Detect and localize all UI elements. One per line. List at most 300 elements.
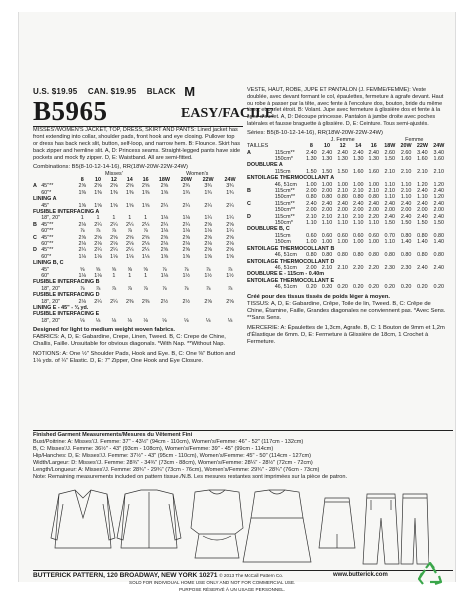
yardage-cell: 1	[96, 215, 100, 222]
fabric-width: 45"	[41, 266, 50, 273]
yardage-cell: 2¾	[182, 183, 191, 190]
yardage-cell: 2.40	[433, 264, 445, 271]
yardage-cell: ⅝	[143, 266, 148, 273]
yardage-cell: ⅛	[111, 317, 117, 324]
row-label: A	[33, 183, 37, 190]
yardage-cell: 0.20	[352, 284, 364, 291]
yardage-cell: 2⅝	[141, 183, 150, 190]
usage-notice-en: SOLD FOR INDIVIDUAL HOME USE ONLY AND NOT FOR COMMERCIAL USE.	[129, 580, 296, 585]
yardage-cell: 1.50	[384, 220, 395, 227]
yardage-cell: 2⅝	[204, 298, 212, 305]
yardage-cell: 2⅝	[160, 247, 169, 254]
yardage-cell: 2⅝	[78, 183, 86, 190]
fabric-width: 18", 20"	[41, 285, 61, 292]
pattern-number: B5965	[33, 96, 108, 126]
fabric-width: 46, 51cm	[274, 181, 297, 188]
yardage-cell: 1⅜	[110, 189, 118, 196]
copyright: © 2013 The McCall Pattern Co.	[219, 573, 284, 578]
row-label: FUSIBLE INTERFACING B	[33, 279, 100, 286]
yardage-cell: 2.30	[400, 264, 412, 271]
size-cell: 10	[324, 143, 331, 150]
yardage-cell: 1.10	[384, 194, 395, 201]
yardage-cell: 3.40	[417, 149, 428, 156]
yardage-cell: ⅞	[184, 266, 189, 273]
yardage-cell: 2⅝	[226, 298, 234, 305]
yardage-cell: 2¼	[94, 247, 102, 254]
yardage-cell: 0.80	[321, 194, 333, 201]
yardage-cell: 2.40	[368, 149, 380, 156]
yardage-cell: 2⅛	[78, 241, 86, 247]
yardage-cell: 1⅝	[78, 202, 86, 209]
yardage-cell: 2.00	[433, 207, 445, 214]
fabric-width: 150cm**	[274, 194, 296, 201]
yardage-cell: 2⅝	[204, 247, 212, 254]
yardage-cell: 2½	[182, 298, 191, 305]
pattern-envelope-back	[18, 12, 456, 592]
yardage-cell: 2⅝	[182, 247, 191, 254]
yardage-cell: 2.40	[321, 200, 333, 207]
yardage-cell: 1.50	[321, 168, 333, 175]
yardage-cell: 0.20	[384, 284, 395, 291]
yardage-cell: 3¾	[204, 183, 212, 190]
size-code: M	[184, 84, 196, 99]
yardage-cell: ⅛	[184, 317, 189, 324]
yardage-cell: 2.00	[306, 264, 317, 271]
yardage-cell: 0.20	[433, 284, 445, 291]
yardage-cell: 2⅝	[125, 183, 134, 190]
fabric-width: 150cm	[274, 239, 291, 246]
publisher-line	[33, 572, 283, 579]
yardage-cell: 2.00	[337, 207, 348, 214]
yardage-cell: 2¼	[94, 221, 102, 228]
yardage-cell: ⅛	[79, 317, 85, 324]
yardage-row	[247, 239, 447, 245]
usage-notice-fr: PURPOSE RÉSERVÉ À UN USAGE PERSONNEL.	[179, 587, 286, 592]
row-label: DOUBLURE E - 115cm - 0.40m	[247, 271, 324, 278]
row-label: ENTOILAGE THERMOCOLLANT D	[247, 258, 335, 265]
yardage-row	[33, 318, 241, 324]
fabric-width: 46, 51cm	[274, 284, 297, 291]
yardage-cell: 2.40	[400, 200, 412, 207]
yardage-cell: 1¾	[226, 189, 234, 196]
size-cell: 20W	[180, 176, 192, 183]
yardage-cell: 0.20	[321, 284, 333, 291]
size-cell: 22W	[202, 176, 214, 183]
finished-line: Hip/Hanches: D, E: Misses'/J. Femme: 37½" - 43" (95cm - 110cm), Women's/Femme: 45" - 50" (114cm - 127cm)	[33, 453, 312, 459]
yardage-cell: 0.70	[384, 232, 395, 239]
yardage-cell: 1.10	[384, 239, 395, 246]
yardage-cell: 1.20	[417, 181, 428, 188]
yardage-cell: 1.10	[384, 181, 395, 188]
yardage-cell: 2.00	[400, 207, 412, 214]
group-femme: Femme	[405, 136, 424, 143]
yardage-cell: 0.80	[337, 194, 348, 201]
publisher-address: BUTTERICK PATTERN, 120 BROADWAY, NEW YORK 10271	[33, 572, 218, 579]
yardage-cell: 0.60	[352, 232, 364, 239]
yardage-cell: 0.80	[368, 252, 380, 259]
yardage-cell: 1.00	[321, 181, 333, 188]
yardage-cell: 2.00	[321, 188, 333, 195]
combinations-fr: Séries: B5(8-10-12-14-16), RR(18W-20W-22W-24W)	[247, 129, 383, 136]
yardage-cell: 0.20	[337, 284, 348, 291]
size-cell: 20W	[400, 143, 412, 150]
yardage-cell: 0.80	[321, 252, 333, 259]
yardage-cell: 2⅛	[78, 298, 86, 305]
yardage-cell: 1⅛	[78, 253, 86, 260]
yardage-cell: 2.60	[384, 149, 395, 156]
yardage-cell: 2⅝	[78, 234, 86, 241]
yardage-cell: 1	[112, 215, 116, 222]
row-label: DOUBLURE B, C	[247, 226, 290, 233]
yardage-cell: 1⅜	[78, 189, 86, 196]
yardage-cell: 2⅛	[182, 241, 191, 247]
yardage-cell: 1.30	[306, 156, 317, 162]
yardage-cell: ⅞	[227, 266, 233, 273]
yardage-cell: 1⅛	[182, 228, 191, 235]
yardage-cell: 1¾	[182, 189, 191, 196]
yardage-cell: 2¼	[110, 221, 118, 228]
fabric-width: 150cm**	[274, 207, 296, 214]
yardage-cell: 0.80	[433, 252, 445, 259]
yardage-cell: 0.60	[337, 232, 348, 239]
yardage-cell: 1.10	[400, 181, 412, 188]
fabric-width: 46, 51cm	[274, 264, 297, 271]
jacket-sketch-front	[51, 490, 115, 548]
yardage-cell: 2⅝	[204, 234, 212, 241]
yardage-cell: 0.80	[433, 232, 445, 239]
yardage-cell: 1.10	[337, 220, 348, 227]
size-cell: 14	[126, 176, 133, 183]
yardage-cell: 1.50	[417, 220, 428, 227]
yardage-cell: ⅛	[162, 317, 167, 324]
yardage-cell: 2¼	[182, 202, 191, 209]
yardage-cell: 1⅛	[182, 215, 191, 222]
fabric-width: 115cm**	[274, 213, 295, 220]
us-price: U.S. $19.95	[33, 87, 78, 96]
notions-en: NOTIONS: A: One ½" Shoulder Pads, Hook and Eye. B, C: One ⅜" Button and 1⅛ yds. of ¼" Elastic. D, E: 7" Zipper, One Hook and Eye Closure.	[33, 351, 235, 365]
recycle-icon	[417, 562, 443, 588]
yardage-cell: 1	[128, 215, 132, 222]
size-cell: 24W	[433, 143, 445, 150]
yardage-cell: 1⅛	[160, 215, 169, 222]
yardage-cell: 1⅛	[160, 228, 169, 235]
mercerie-fr: MERCERIE: A: Épaulettes de 1,3cm, Agrafe. B, C: 1 Bouton de 9mm et 1,2m d'Élastique de 6mm. D, E: Fermeture à Glissière de 18cm, 1 Crochet à Fermeture.	[247, 324, 445, 345]
yardage-cell: ⅞	[95, 285, 101, 292]
fabric-width: 45"**	[41, 183, 54, 190]
yardage-cell: 1½	[226, 273, 234, 280]
yardage-cell: 2⅝	[110, 234, 118, 241]
yardage-cell: 2.40	[433, 188, 445, 195]
yardage-cell: 1⅛	[78, 273, 86, 280]
french-column	[247, 87, 447, 346]
yardage-cell: 2⅝	[204, 221, 212, 228]
fabric-width: 60"*	[41, 253, 52, 260]
yardage-cell: 2⅛	[110, 241, 118, 247]
yardage-cell: 1.00	[337, 181, 348, 188]
yardage-cell: 1⅝	[160, 189, 169, 196]
yardage-cell: ⅞	[79, 285, 85, 292]
yardage-cell: 1.30	[337, 156, 348, 162]
yardage-cell: 1.60	[352, 168, 364, 175]
yardage-cell: 1	[80, 215, 84, 222]
fabric-width: 150cm*	[274, 156, 293, 162]
yardage-cell: 0.80	[306, 252, 317, 259]
yardage-cell: 2.00	[384, 207, 395, 214]
fabric-width: 45"**	[41, 234, 54, 241]
yardage-cell: 2⅛	[125, 241, 134, 247]
color-label: BLACK	[146, 87, 176, 96]
description-fr: VESTE, HAUT, ROBE, JUPE ET PANTALON (J. FEMME/FEMME): Veste doublée, avec devant formant le col, épaulettes, fermeture à agrafe devant. Haut ou robe à passer par la tête, avec fente à l'encolure dos, bouton, bride du même tissu, et ourlet étroit. B: Volant. Jupe avec fermeture à glissière dos et fente à la ligne d'ourlet. A, D: Découpe princesse. Pantalon à jambe droite avec poches latérales et fausse braguette à glissière. D, E: Ceinture. Tous semi-ajustés.	[247, 87, 444, 127]
yardage-cell: 2¼	[125, 221, 134, 228]
fabric-width: 115cm	[274, 168, 291, 175]
fabric-width: 115cm	[274, 232, 291, 239]
finished-line: Length/Longueur: A: Misses'/J. Femme: 28¾" - 29¾" (73cm - 76cm), Women's/Femme: 29¾" - 28¾" (76cm - 73cm)	[33, 467, 320, 473]
yardage-cell: 2⅝	[125, 234, 134, 241]
finished-line: Bust/Poitrine: A: Misses'/J. Femme: 37" - 43½" (94cm - 110cm), Women's/Femme: 46" - 52" (117cm - 132cm)	[33, 439, 304, 445]
yardage-cell: ⅞	[143, 228, 148, 235]
yardage-cell: 3.40	[433, 149, 445, 156]
yardage-cell: 1⅝	[94, 202, 102, 209]
fabric-width: 18", 20"	[41, 317, 61, 324]
finished-title: Finished Garment Measurements/Mesures du Vêtement Fini	[33, 432, 193, 438]
finished-measurements	[33, 432, 453, 481]
size-cell: 16	[142, 176, 149, 183]
divider	[33, 570, 453, 571]
yardage-cell: 2¼	[110, 247, 118, 254]
row-label: FUSIBLE INTERFACING D	[33, 292, 100, 299]
row-label: DOUBLURE A	[247, 162, 283, 169]
yardage-cell: 2¼	[160, 221, 169, 228]
yardage-cell: 2.60	[400, 149, 412, 156]
yardage-cell: 1.10	[306, 220, 317, 227]
yardage-cell: 2.00	[306, 188, 317, 195]
yardage-cell: 1.50	[400, 220, 412, 227]
size-cell: 8	[309, 143, 313, 150]
yardage-cell: 1⅜	[94, 189, 102, 196]
combinations-en: Combinations: B5(8-10-12-14-16), RR(18W-20W-22W-24W)	[33, 163, 188, 170]
yardage-cell: 1.40	[417, 239, 428, 246]
yardage-cell: 0.60	[321, 232, 333, 239]
yardage-cell: 2¼	[141, 221, 150, 228]
yardage-row	[247, 284, 447, 290]
yardage-cell: 2⅝	[226, 234, 234, 241]
fabric-width: 18", 20"	[41, 215, 61, 222]
yardage-row	[247, 194, 447, 200]
yardage-cell: 2.10	[337, 188, 348, 195]
row-label: D	[33, 247, 37, 254]
group-misses: Misses'	[104, 170, 123, 177]
yardage-cell: 1.20	[433, 181, 445, 188]
yardage-cell: 1.40	[433, 239, 445, 246]
yardage-cell: 1.10	[368, 220, 380, 227]
size-cell: 22W	[416, 143, 428, 150]
yardage-cell: 1	[144, 273, 148, 280]
fabric-width: 18", 20"	[41, 298, 61, 305]
yardage-cell: ⅝	[111, 266, 117, 273]
yardage-cell: 1.30	[352, 156, 364, 162]
yardage-cell: 0.80	[400, 252, 412, 259]
description-en: MISSES'/WOMEN'S JACKET, TOP, DRESS, SKIRT AND PANTS: Lined jacket has front extending into collar, shoulder pads, front hook and eye closing. Pullover top or dress has back neck slit, button, self-loop, and narrow hem. B: Flounce. Skirt has back zipper and hemline slit. A, D: Princess seams. Straight-legged pants have side pockets and mock fly zipper. D, E: Waistband. All are semi-fitted.	[33, 127, 241, 161]
yardage-cell: 2⅜	[141, 298, 150, 305]
yardage-cell: 2.40	[417, 264, 428, 271]
size-cell: 16	[370, 143, 377, 150]
yardage-cell: 2⅝	[226, 247, 234, 254]
yardage-cell: 2.20	[368, 213, 380, 220]
yardage-cell: 2⅜	[125, 298, 134, 305]
row-label: A	[247, 149, 251, 156]
yardage-cell: 1.00	[306, 181, 317, 188]
yardage-cell: 2⅝	[94, 234, 102, 241]
yardage-cell: 1⅜	[141, 189, 150, 196]
yardage-cell: 1	[128, 273, 132, 280]
yardage-cell: 2.10	[384, 168, 395, 175]
yardage-cell: ⅞	[227, 285, 233, 292]
yardage-cell: 2.10	[337, 264, 348, 271]
yardage-cell: 1.10	[321, 220, 333, 227]
yardage-table-fr	[247, 137, 447, 291]
yardage-cell: 2.00	[306, 207, 317, 214]
yardage-cell: ⅛	[95, 317, 101, 324]
yardage-cell: 1⅝	[160, 253, 169, 260]
yardage-cell: 1⅝	[125, 202, 134, 209]
yardage-cell: 2¼	[94, 298, 102, 305]
yardage-cell: 0.80	[368, 194, 380, 201]
finished-line: Width/Largeur: D: Misses'/J. Femme: 28¾" - 34¾" (73cm - 88cm), Women's/Femme: 28¼" - 28½" (72cm - 72cm)	[33, 460, 313, 466]
yardage-cell: 2.10	[321, 213, 333, 220]
finished-line: B, C: Misses'/J. Femme: 36½" - 43" (93cm - 108cm), Women's/Femme: 39" - 45" (99cm - 114cm)	[33, 446, 274, 452]
yardage-cell: ⅞	[184, 285, 189, 292]
yardage-cell: 2.20	[352, 264, 364, 271]
yardage-cell: 1⅝	[110, 202, 118, 209]
difficulty-label: EASY/FACILE	[181, 106, 275, 121]
yardage-cell: ⅞	[143, 285, 148, 292]
yardage-cell: 1¼	[226, 215, 234, 222]
yardage-cell: 1.30	[321, 156, 333, 162]
technical-sketches	[49, 488, 429, 568]
yardage-cell: 2.40	[433, 213, 445, 220]
row-label: LINING A	[33, 196, 57, 203]
yardage-cell: 2.40	[417, 213, 428, 220]
yardage-cell: 1.00	[352, 181, 364, 188]
yardage-cell: 1.60	[368, 168, 380, 175]
yardage-cell: 0.60	[368, 232, 380, 239]
website-link[interactable]: www.butterick.com	[333, 572, 388, 578]
can-price: CAN. $19.95	[87, 87, 137, 96]
yardage-cell: 2¼	[125, 247, 134, 254]
tailles-label: TAILLES	[247, 143, 269, 150]
yardage-cell: 2.40	[417, 200, 428, 207]
dress-sketch	[243, 490, 311, 562]
pants-sketch	[363, 494, 399, 564]
yardage-cell: ⅞	[205, 266, 211, 273]
size-cell: 10	[95, 176, 102, 183]
fabrics-en: FABRICS: A, D, E: Gabardine, Crepe, Linen, Tweed. B, C: Crepe de Chine, Challis, Faille. Unsuitable for obvious diagonals. *With Nap. **Without Nap.	[33, 334, 226, 348]
finished-note: Note: Remaining measurements included on pattern tissue./N.B. Les mesures restantes sont imprimées sur la pièce de patron.	[33, 474, 348, 480]
row-label	[247, 284, 275, 290]
pants-sketch-back	[401, 494, 429, 564]
yardage-cell: 1.00	[337, 239, 348, 246]
yardage-cell: 1⅜	[125, 189, 134, 196]
yardage-cell: ⅞	[162, 266, 167, 273]
fabric-width: 60"**	[41, 228, 54, 235]
yardage-cell: 1.00	[368, 239, 380, 246]
yardage-cell: 2.40	[321, 149, 333, 156]
yardage-cell: ⅝	[95, 266, 101, 273]
yardage-cell: 1	[112, 273, 116, 280]
divider	[33, 430, 453, 431]
yardage-cell: 1.50	[433, 220, 445, 227]
yardage-cell: 0.80	[417, 252, 428, 259]
yardage-cell: 0.20	[400, 284, 412, 291]
yardage-cell: 2⅛	[94, 241, 102, 247]
size-cell: 18W	[158, 176, 170, 183]
yardage-cell: 2.40	[352, 149, 364, 156]
row-label: FUSIBLE INTERFACING A	[33, 208, 100, 215]
yardage-row	[247, 252, 447, 258]
yardage-cell: 1⅛	[204, 228, 212, 235]
yardage-cell: 2⅛	[204, 241, 212, 247]
yardage-cell: 1.00	[306, 239, 317, 246]
yardage-cell: 1⅛	[94, 253, 102, 260]
fabric-width: 60"	[41, 273, 50, 280]
yardage-cell: 1.20	[433, 194, 445, 201]
yardage-cell: 2.40	[417, 188, 428, 195]
yardage-cell: 2.40	[306, 200, 317, 207]
top-sketch	[191, 490, 243, 558]
row-label: ENTOILAGE THERMOCOLLANT B	[247, 245, 335, 252]
yardage-cell: 2.00	[321, 207, 333, 214]
yardage-cell: 2⅝	[160, 183, 169, 190]
yardage-cell: 1	[144, 215, 148, 222]
fabric-width: 115cm**	[274, 188, 295, 195]
yardage-cell: ⅞	[205, 285, 211, 292]
yardage-cell: 2⅝	[226, 221, 234, 228]
yardage-cell: 2½	[160, 298, 169, 305]
row-label: C	[247, 200, 251, 207]
yardage-cell: 2.30	[384, 264, 395, 271]
yardage-cell: 1⅛	[141, 253, 150, 260]
yardage-cell: 0.60	[306, 232, 317, 239]
yardage-cell: 0.80	[352, 252, 364, 259]
yardage-table-en	[33, 171, 241, 325]
yardage-cell: ⅞	[127, 285, 132, 292]
english-column	[33, 127, 241, 365]
yardage-cell: 2.10	[433, 168, 445, 175]
fabric-width: 60"**	[41, 241, 54, 247]
yardage-cell: 2.10	[352, 188, 364, 195]
yardage-cell: 1⅝	[204, 253, 212, 260]
tissus-fr: TISSUS: A, D, E: Gabardine, Crêpe, Toile de lin, Tweed. B, C: Crêpe de Chine, Étamine, Faille, Grandes diagonales ne conviennent pas. *Avec Sens. **Sans Sens.	[247, 300, 446, 321]
yardage-cell: 1.60	[400, 156, 412, 162]
fabric-width: 45"**	[41, 247, 54, 254]
yardage-cell: 2.40	[433, 200, 445, 207]
yardage-cell: ⅞	[79, 228, 85, 235]
yardage-cell: 1⅛	[110, 253, 118, 260]
row-label: B	[247, 188, 251, 195]
yardage-cell: 2.10	[306, 213, 317, 220]
yardage-cell: 2¼	[182, 221, 191, 228]
designed-en: Designed for light to medium weight woven fabrics.	[33, 327, 176, 334]
yardage-cell: 0.80	[417, 232, 428, 239]
yardage-cell: 1.30	[368, 156, 380, 162]
yardage-cell: ⅝	[79, 266, 85, 273]
yardage-cell: 2¼	[204, 202, 212, 209]
yardage-cell: 1¾	[204, 189, 212, 196]
fabric-width: 46, 51cm	[274, 252, 297, 259]
yardage-cell: ⅛	[205, 317, 211, 324]
yardage-cell: 2¼	[160, 202, 169, 209]
yardage-cell: 1⅝	[226, 253, 234, 260]
